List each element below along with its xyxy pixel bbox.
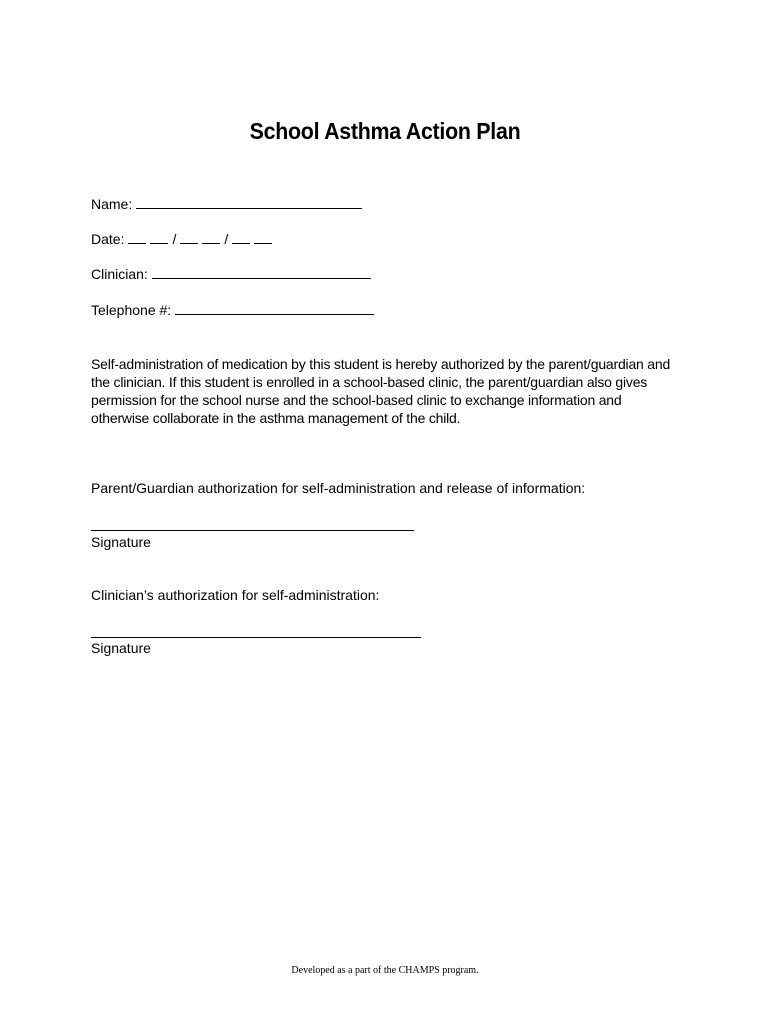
date-month-blank-2[interactable] bbox=[150, 231, 168, 244]
date-field-row bbox=[91, 231, 272, 247]
date-month-blank-1[interactable] bbox=[128, 231, 146, 244]
name-blank-line[interactable] bbox=[136, 196, 362, 209]
date-day-blank-2[interactable] bbox=[202, 231, 220, 244]
authorization-paragraph: Self-administration of medication by this student is hereby authorized by the parent/guardian and the clinician. If this student is enrolled in a school-based clinic, the parent/guardian also gives permission for the school nurse and the school-based clinic to exchange information and otherwise collaborate in the asthma management of the child. bbox=[91, 356, 671, 426]
clinician-field-row bbox=[91, 266, 371, 282]
name-field-row bbox=[91, 196, 362, 212]
footer-note: Developed as a part of the CHAMPS program. bbox=[291, 965, 479, 976]
clinician-blank-line[interactable] bbox=[152, 266, 371, 279]
clinician-label: Clinician: bbox=[91, 266, 148, 282]
clinician-authorization-heading: Clinician’s authorization for self-administration: bbox=[91, 587, 380, 603]
telephone-blank-line[interactable] bbox=[175, 302, 374, 315]
clinician-signature-label: Signature bbox=[91, 640, 151, 656]
parent-authorization-heading: Parent/Guardian authorization for self-administration and release of information: bbox=[91, 480, 586, 496]
date-year-blank-2[interactable] bbox=[254, 231, 272, 244]
date-separator: / bbox=[224, 231, 229, 247]
date-day-blank-1[interactable] bbox=[180, 231, 198, 244]
date-separator: / bbox=[172, 231, 177, 247]
date-label: Date: bbox=[91, 231, 125, 247]
page-title: School Asthma Action Plan bbox=[249, 118, 521, 144]
name-label: Name: bbox=[91, 196, 133, 212]
clinician-signature-line[interactable] bbox=[91, 637, 421, 638]
telephone-label: Telephone #: bbox=[91, 302, 172, 318]
date-year-blank-1[interactable] bbox=[232, 231, 250, 244]
parent-signature-label: Signature bbox=[91, 534, 151, 550]
telephone-field-row bbox=[91, 302, 374, 318]
parent-signature-line[interactable] bbox=[91, 530, 414, 531]
